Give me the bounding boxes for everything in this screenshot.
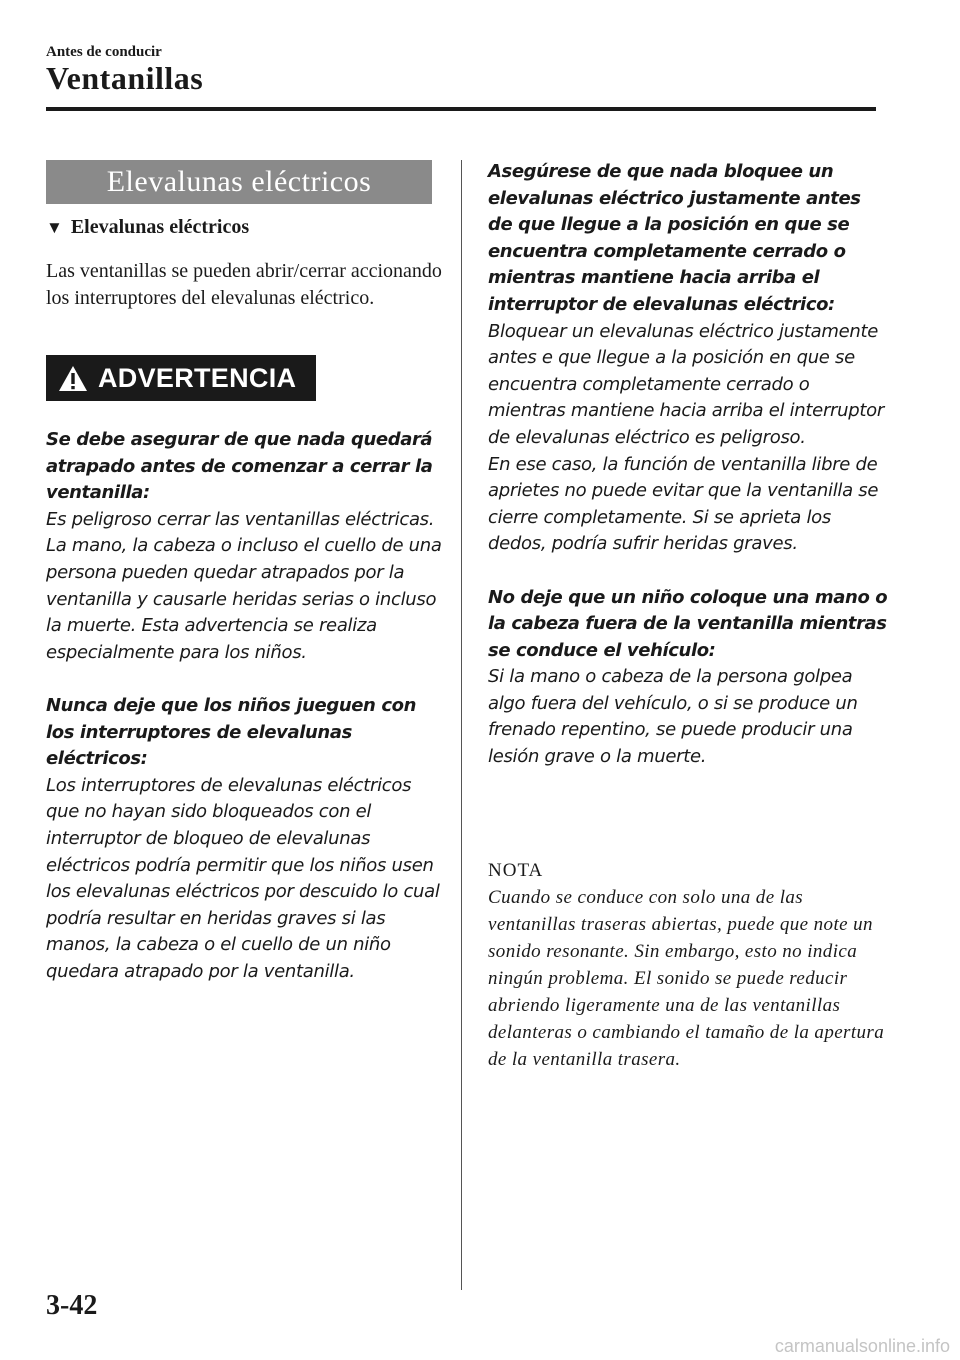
watermark: carmanualsonline.info <box>774 1336 950 1356</box>
note-text: Cuando se conduce con solo una de las ventanillas traseras abiertas, puede que note un sonido resonante. Sin embargo, esto no indica ningún problema. El sonido se puede reducir abriendo ligeramente una de las ventanillas delanteras o cambiando el tamaño de la apertura de la ventanilla trasera. <box>488 887 885 1070</box>
warning-item <box>46 693 446 986</box>
chapter-label: Antes de conducir <box>46 44 162 60</box>
subsection-title: Elevalunas eléctricos <box>70 216 250 238</box>
warning-banner <box>46 355 316 401</box>
warning-item-body: Los interruptores de elevalunas eléctricos que no hayan sido bloqueados con el interruptor de bloqueo de elevalunas eléctricos podría permitir que los niños usen los elevalunas eléctricos por descuido lo cual podría resultar en heridas graves si las manos, la cabeza o el cuello de un niño quedara atrapado por la ventanilla. <box>46 774 440 982</box>
intro-paragraph: Las ventanillas se pueden abrir/cerrar accionando los interruptores del elevalunas eléctrico. <box>46 260 442 309</box>
warning-item-body-continued: En ese caso, la función de ventanilla libre de aprietes no puede evitar que la ventanilla se cierre completamente. Si se aprieta los dedos, podría sufrir heridas graves. <box>488 453 879 555</box>
page-number: 3-42 <box>46 1290 98 1321</box>
warning-item-heading: Se debe asegurar de que nada quedará atrapado antes de comenzar a cerrar la ventanilla: <box>46 429 433 504</box>
title-rule <box>46 107 876 111</box>
note-block <box>488 857 888 1073</box>
warning-item <box>46 427 446 666</box>
section-title: Elevalunas eléctricos <box>106 165 372 198</box>
warning-label: ADVERTENCIA <box>98 362 297 393</box>
page-title: Ventanillas <box>46 60 204 96</box>
warning-item <box>488 585 888 771</box>
warning-item <box>488 159 888 558</box>
warning-triangle-icon <box>58 365 88 392</box>
triangle-down-icon: ▼ <box>46 217 63 237</box>
warning-column-right <box>488 159 888 797</box>
warning-item-body: Es peligroso cerrar las ventanillas eléctricas. La mano, la cabeza o incluso el cuello de una persona pueden quedar atrapados por la ventanilla y causarle heridas serias o incluso la muerte. Esta advertencia se realiza especialmente para los niños. <box>46 508 442 663</box>
warning-item-heading: Nunca deje que los niños jueguen con los interruptores de elevalunas eléctricos: <box>46 694 416 770</box>
warning-item-body: Bloquear un elevalunas eléctrico justamente antes e que llegue a la posición en que se encuentra completamente cerrado o mientras mantiene hacia arriba el interruptor de elevalunas eléctrico es peligroso. <box>488 320 884 448</box>
warning-item-heading: No deje que un niño coloque una mano o la cabeza fuera de la ventanilla mientras se conduce el vehículo: <box>488 586 888 661</box>
warning-item-body: Si la mano o cabeza de la persona golpea algo fuera del vehículo, o si se produce un frenado repentino, se puede producir una lesión grave o la muerte. <box>488 666 858 768</box>
note-label: NOTA <box>488 860 544 881</box>
warning-item-heading: Asegúrese de que nada bloquee un elevalunas eléctrico justamente antes de que llegue a la posición en que se encuentra completamente cerrado o mientras mantiene hacia arriba el interruptor de elevalunas eléctrico: <box>488 161 861 315</box>
subsection-heading <box>46 216 249 239</box>
column-divider <box>461 160 462 1290</box>
warning-column-left <box>46 427 446 1012</box>
section-banner <box>46 160 432 204</box>
